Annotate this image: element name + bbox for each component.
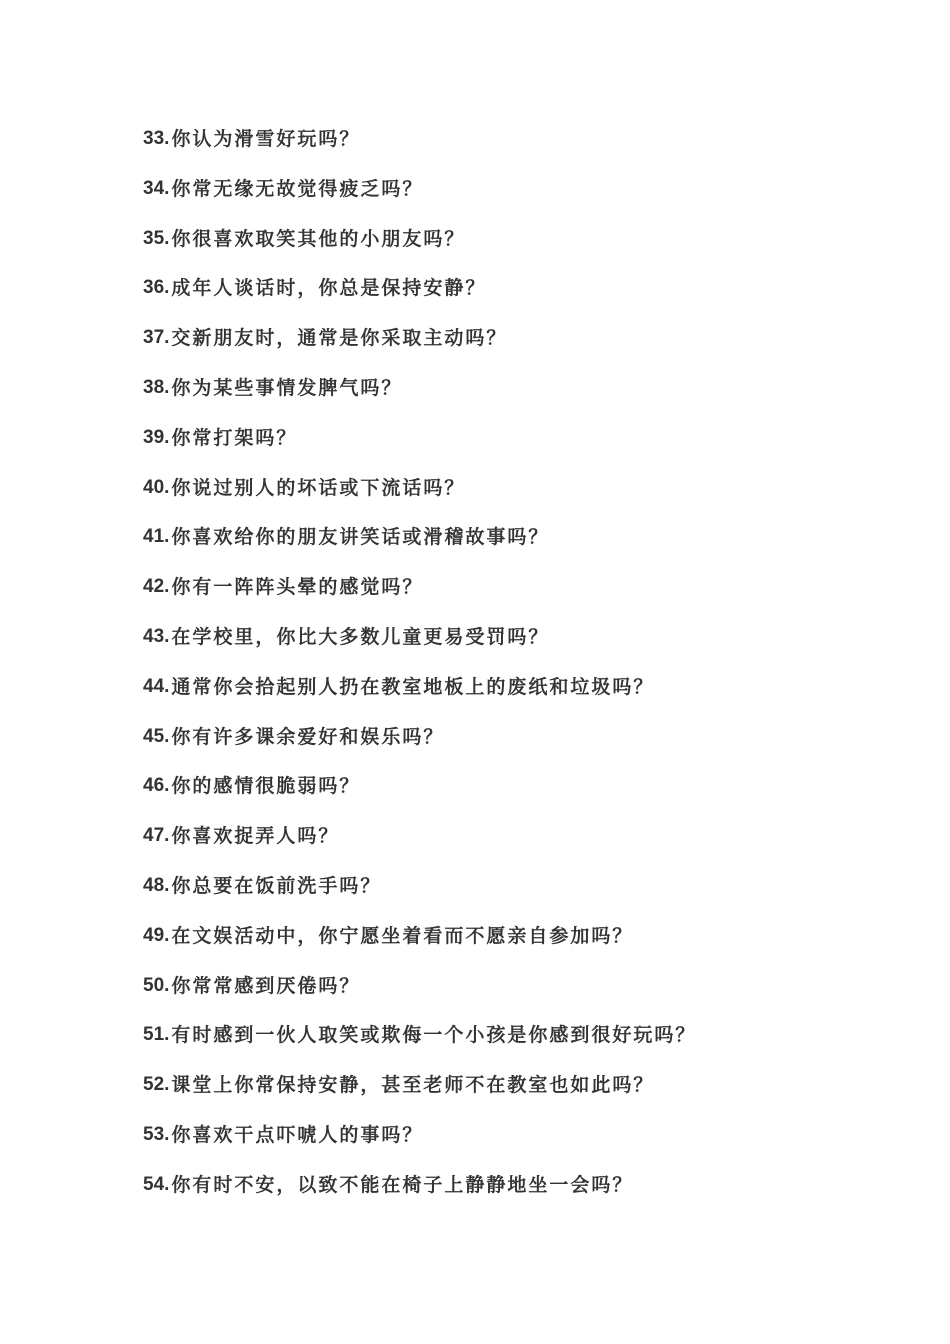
question-text: 课堂上你常保持安静，甚至老师不在教室也如此吗？ (171, 1074, 655, 1097)
question-item (143, 1070, 903, 1120)
question-text: 你总要在饭前洗手吗？ (171, 874, 382, 897)
question-text: 你有许多课余爱好和娱乐吗？ (171, 725, 445, 748)
question-text: 你常无缘无故觉得疲乏吗？ (171, 177, 424, 200)
question-item (143, 473, 903, 523)
question-text: 你喜欢给你的朋友讲笑话或滑稽故事吗？ (171, 526, 550, 549)
question-item (143, 672, 903, 722)
question-number: 45. (143, 725, 170, 747)
question-item (143, 423, 903, 473)
question-number: 43. (143, 625, 170, 647)
question-item (143, 1020, 903, 1070)
question-item (143, 821, 903, 871)
question-item (143, 1170, 903, 1220)
question-number: 54. (143, 1173, 170, 1195)
question-text: 在学校里，你比大多数儿童更易受罚吗？ (171, 625, 550, 648)
question-number: 53. (143, 1123, 170, 1145)
question-number: 49. (143, 924, 170, 946)
question-item (143, 572, 903, 622)
question-text: 有时感到一伙人取笑或欺侮一个小孩是你感到很好玩吗？ (171, 1024, 697, 1047)
question-number: 34. (143, 177, 170, 199)
question-number: 40. (143, 476, 170, 498)
question-text: 你说过别人的坏话或下流话吗？ (171, 476, 466, 499)
question-number: 50. (143, 974, 170, 996)
question-number: 36. (143, 277, 170, 299)
question-item (143, 323, 903, 373)
question-number: 42. (143, 576, 170, 598)
question-number: 35. (143, 227, 170, 249)
question-item (143, 1120, 903, 1170)
question-number: 41. (143, 526, 170, 548)
question-item (143, 871, 903, 921)
question-item (143, 522, 903, 572)
question-item (143, 273, 903, 323)
question-text: 通常你会拾起别人扔在教室地板上的废纸和垃圾吗？ (171, 675, 655, 698)
question-number: 38. (143, 376, 170, 398)
question-text: 你很喜欢取笑其他的小朋友吗？ (171, 227, 466, 250)
question-text: 你常打架吗？ (171, 426, 298, 449)
question-list (143, 124, 903, 1220)
question-number: 33. (143, 128, 170, 149)
question-text: 交新朋友时，通常是你采取主动吗？ (171, 327, 508, 350)
question-item (143, 174, 903, 224)
question-text: 你有一阵阵头晕的感觉吗？ (171, 576, 424, 599)
question-text: 你常常感到厌倦吗？ (171, 974, 361, 997)
question-text: 你喜欢捉弄人吗？ (171, 825, 340, 848)
question-number: 44. (143, 675, 170, 697)
question-item (143, 921, 903, 971)
question-item (143, 771, 903, 821)
question-number: 48. (143, 874, 170, 896)
question-text: 在文娱活动中，你宁愿坐着看而不愿亲自参加吗？ (171, 924, 634, 947)
question-item (143, 224, 903, 274)
question-item (143, 373, 903, 423)
question-number: 47. (143, 825, 170, 847)
question-number: 52. (143, 1074, 170, 1096)
question-number: 39. (143, 426, 170, 448)
question-text: 你为某些事情发脾气吗？ (171, 376, 403, 399)
question-item (143, 622, 903, 672)
question-text: 你有时不安，以致不能在椅子上静静地坐一会吗？ (171, 1173, 634, 1196)
question-text: 你认为滑雪好玩吗？ (171, 128, 361, 150)
question-item (143, 971, 903, 1021)
question-text: 你喜欢干点吓唬人的事吗？ (171, 1123, 424, 1146)
question-item (143, 722, 903, 772)
question-item (143, 124, 903, 174)
question-text: 你的感情很脆弱吗？ (171, 775, 361, 798)
question-text: 成年人谈话时，你总是保持安静？ (171, 277, 487, 300)
question-number: 37. (143, 327, 170, 349)
question-number: 46. (143, 775, 170, 797)
question-number: 51. (143, 1024, 170, 1046)
